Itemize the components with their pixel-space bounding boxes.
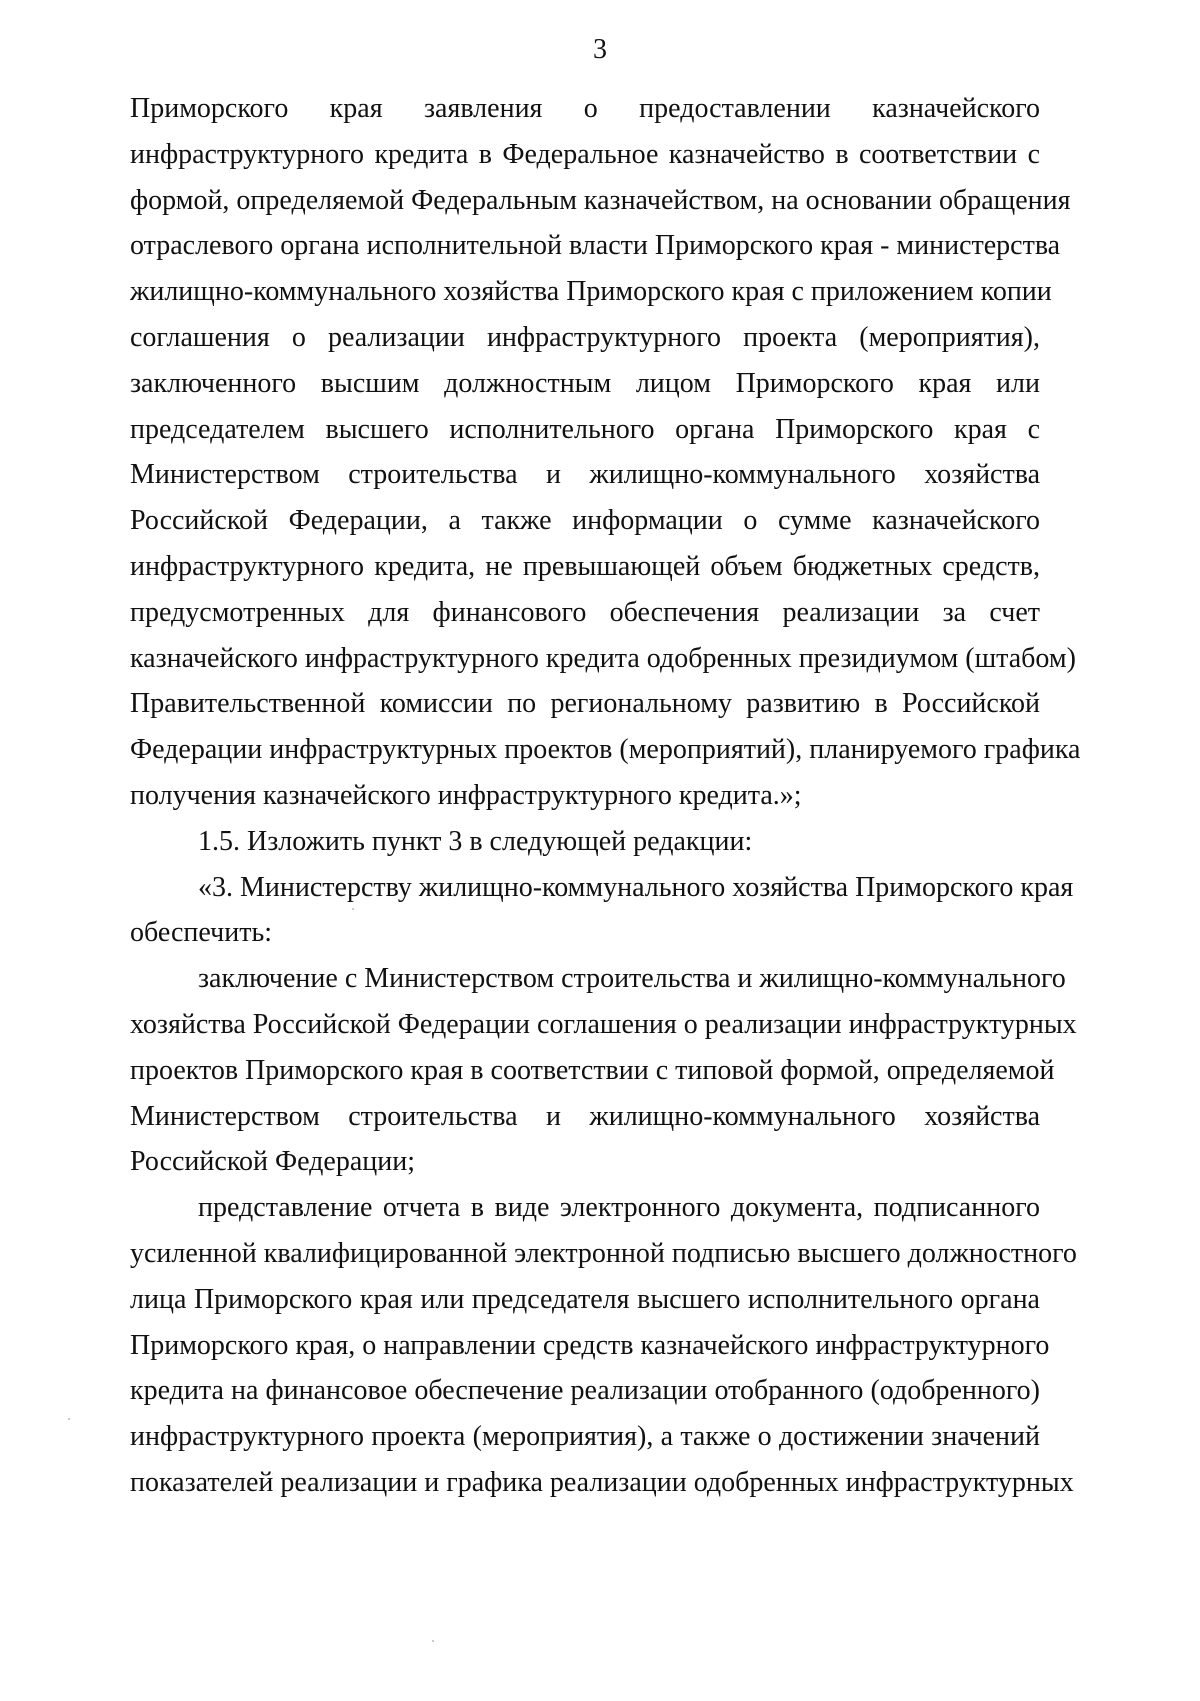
text-line: усиленной квалифицированной электронной подписью высшего должностного <box>130 1237 1077 1269</box>
text-line: Федерации инфраструктурных проектов (мероприятий), планируемого графика <box>130 734 1081 766</box>
scan-speck <box>68 1418 70 1420</box>
text-line: инфраструктурного проекта (мероприятия), а также о достижении значений <box>130 1421 1040 1453</box>
text-line: представление отчета в виде электронного документа, подписанного <box>198 1192 1040 1224</box>
text-line: Правительственной комиссии по региональному развитию в Российской <box>130 688 1040 720</box>
text-line: казначейского инфраструктурного кредита одобренных президиумом (штабом) <box>130 642 1076 674</box>
text-line: Министерством строительства и жилищно-коммунального хозяйства <box>130 459 1040 491</box>
text-line: лица Приморского края или председателя высшего исполнительного органа <box>130 1283 1040 1315</box>
text-line: Приморского края заявления о предоставлении казначейского <box>130 93 1040 124</box>
text-line: «3. Министерству жилищно-коммунального хозяйства Приморского края <box>198 871 1074 903</box>
text-line: жилищно-коммунального хозяйства Приморского края с приложением копии <box>130 276 1052 308</box>
scan-speck <box>432 1640 434 1642</box>
document-body <box>130 86 1081 1506</box>
text-line: инфраструктурного кредита в Федеральное казначейство в соответствии с <box>130 138 1040 170</box>
text-line: председателем высшего исполнительного органа Приморского края с <box>130 413 1040 445</box>
text-line: хозяйства Российской Федерации соглашения о реализации инфраструктурных <box>130 1008 1077 1040</box>
text-line: заключенного высшим должностным лицом Приморского края или <box>130 367 1040 399</box>
text-line: Российской Федерации, а также информации о сумме казначейского <box>130 505 1040 537</box>
text-line: Министерством строительства и жилищно-коммунального хозяйства <box>130 1100 1040 1132</box>
text-line: заключение с Министерством строительства и жилищно-коммунального <box>198 963 1066 995</box>
text-line: Российской Федерации; <box>130 1146 416 1178</box>
text-line: формой, определяемой Федеральным казначейством, на основании обращения <box>130 184 1071 216</box>
text-line: инфраструктурного кредита, не превышающей объем бюджетных средств, <box>130 550 1040 582</box>
page-number: 3 <box>593 34 607 65</box>
text-line: показателей реализации и графика реализации одобренных инфраструктурных <box>130 1466 1074 1498</box>
text-line: Приморского края, о направлении средств казначейского инфраструктурного <box>130 1329 1050 1361</box>
text-line: 1.5. Изложить пункт 3 в следующей редакции: <box>198 825 753 857</box>
text-line: обеспечить: <box>130 917 272 949</box>
scan-speck <box>352 908 354 910</box>
text-line: получения казначейского инфраструктурного кредита.»; <box>130 779 802 811</box>
text-line: отраслевого органа исполнительной власти Приморского края - министерства <box>130 230 1061 262</box>
text-line: соглашения о реализации инфраструктурного проекта (мероприятия), <box>130 321 1040 353</box>
text-line: кредита на финансовое обеспечение реализации отобранного (одобренного) <box>130 1375 1040 1407</box>
text-line: предусмотренных для финансового обеспечения реализации за счет <box>130 596 1040 628</box>
text-line: проектов Приморского края в соответствии с типовой формой, определяемой <box>130 1054 1055 1086</box>
